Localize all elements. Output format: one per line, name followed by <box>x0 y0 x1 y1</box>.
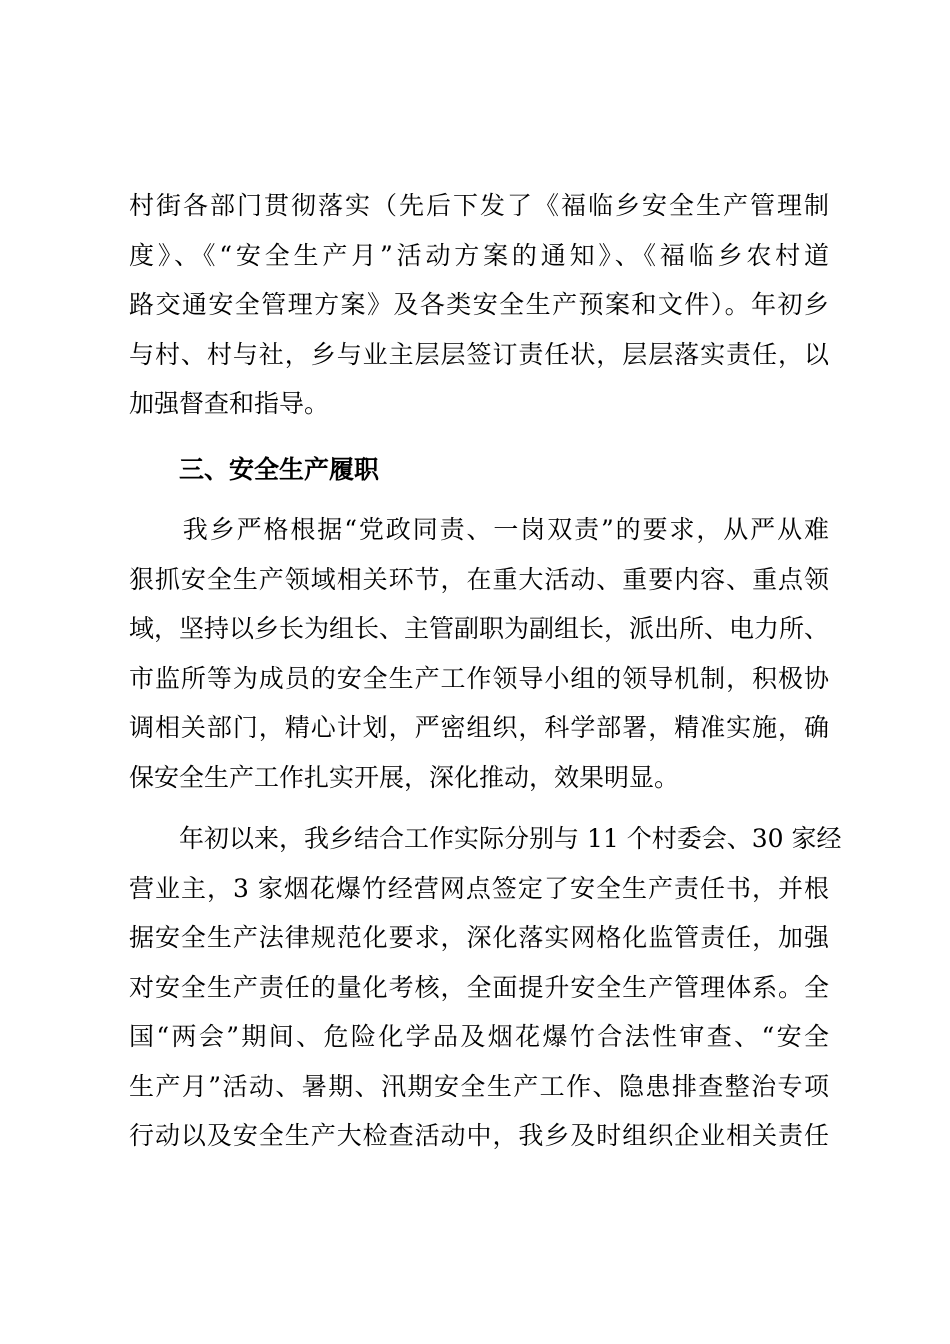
paragraph-line: 保安全生产工作扎实开展，深化推动，效果明显。 <box>129 762 680 792</box>
paragraph-line: 年初以来，我乡结合工作实际分别与 11 个村委会、30 家经 <box>129 824 842 853</box>
paragraph-duty-performance <box>129 505 829 802</box>
paragraph-line: 加强督查和指导。 <box>129 389 330 418</box>
paragraph-responsibility-implementation <box>129 181 829 429</box>
paragraph-line: 营业主，3 家烟花爆竹经营网点签定了安全生产责任书，并根 <box>129 873 829 903</box>
paragraph-line: 调相关部门，精心计划，严密组织，科学部署，精准实施，确 <box>129 713 829 742</box>
section-heading: 三、安全生产履职 <box>179 455 380 484</box>
paragraph-line: 与村、村与社，乡与业主层层签订责任状，层层落实责任，以 <box>129 339 829 369</box>
paragraph-line: 域，坚持以乡长为组长、主管副职为副组长，派出所、电力所、 <box>129 614 830 643</box>
paragraph-line: 村街各部门贯彻落实（先后下发了《福临乡安全生产管理制 <box>129 191 829 220</box>
paragraph-line: 度》、《“安全生产月”活动方案的通知》、《福临乡农村道 <box>129 240 829 270</box>
paragraph-line: 生产月”活动、暑期、汛期安全生产工作、隐患排查整治专项 <box>129 1071 829 1101</box>
paragraph-annual-measures <box>129 814 842 1161</box>
paragraph-line: 据安全生产法律规范化要求，深化落实网格化监管责任，加强 <box>129 923 829 952</box>
paragraph-line: 对安全生产责任的量化考核，全面提升安全生产管理体系。全 <box>129 972 829 1002</box>
paragraph-line: 市监所等为成员的安全生产工作领导小组的领导机制，积极协 <box>129 663 829 693</box>
paragraph-line: 国“两会”期间、危险化学品及烟花爆竹合法性审查、“安全 <box>129 1022 829 1051</box>
paragraph-line: 我乡严格根据“党政同责、一岗双责”的要求，从严从难 <box>129 515 829 544</box>
paragraph-line: 狠抓安全生产领域相关环节，在重大活动、重要内容、重点领 <box>129 564 829 594</box>
paragraph-line: 行动以及安全生产大检查活动中，我乡及时组织企业相关责任 <box>129 1121 829 1150</box>
paragraph-line: 路交通安全管理方案》及各类安全生产预案和文件）。年初乡 <box>129 290 829 319</box>
